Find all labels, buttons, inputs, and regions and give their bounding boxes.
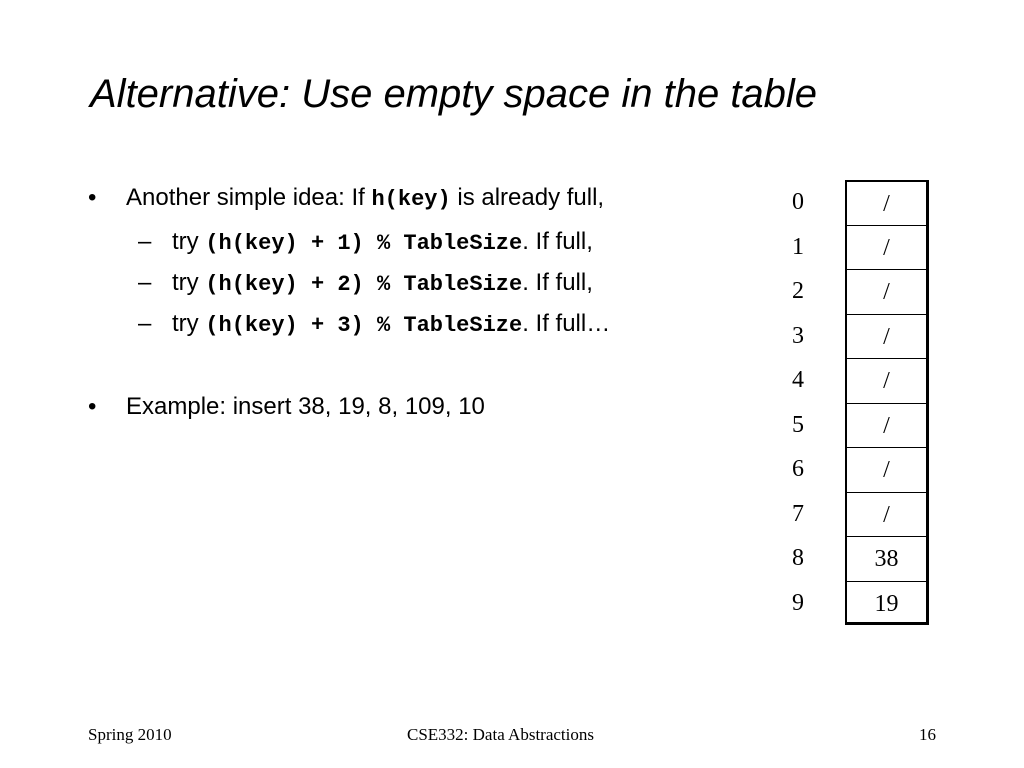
bullet-text: Another simple idea: If xyxy=(126,184,372,211)
bullet-marker: • xyxy=(88,393,97,420)
code-snippet: h(key) xyxy=(371,187,451,212)
dash-marker: – xyxy=(138,310,152,337)
table-index: 4 xyxy=(792,367,804,393)
table-cell: 19 xyxy=(845,581,929,626)
table-cell: / xyxy=(845,492,929,537)
table-cell: / xyxy=(845,225,929,270)
code-snippet: (h(key) + 3) % TableSize xyxy=(205,313,523,338)
table-cell: / xyxy=(845,447,929,492)
sub-bullet-text: . If full, xyxy=(522,228,593,255)
footer-date: Spring 2010 xyxy=(88,725,172,744)
table-cell: 38 xyxy=(845,536,929,581)
table-index: 0 xyxy=(792,189,804,215)
table-cell: / xyxy=(845,269,929,314)
table-cell: / xyxy=(845,403,929,448)
page-number: 16 xyxy=(919,725,936,744)
table-index: 5 xyxy=(792,411,804,438)
table-index: 1 xyxy=(792,233,804,260)
sub-bullet-text: try xyxy=(172,310,206,337)
sub-bullet-text: . If full… xyxy=(522,310,611,337)
sub-bullet-item xyxy=(138,269,593,297)
sub-bullet-text: . If full, xyxy=(522,269,593,296)
table-index: 8 xyxy=(792,545,804,571)
code-snippet: (h(key) + 2) % TableSize xyxy=(205,272,523,297)
footer-course: CSE332: Data Abstractions xyxy=(407,725,594,744)
table-cell: / xyxy=(845,180,929,225)
dash-marker: – xyxy=(138,228,152,255)
dash-marker: – xyxy=(138,269,152,296)
bullet-item xyxy=(88,393,485,421)
table-index: 3 xyxy=(792,322,804,349)
table-index: 2 xyxy=(792,278,804,304)
table-cell: / xyxy=(845,358,929,403)
code-snippet: (h(key) + 1) % TableSize xyxy=(205,231,523,256)
sub-bullet-text: try xyxy=(172,269,206,296)
table-index: 6 xyxy=(792,456,804,482)
table-index: 9 xyxy=(792,589,804,616)
bullet-marker: • xyxy=(88,184,97,211)
sub-bullet-item xyxy=(138,310,610,338)
sub-bullet-item xyxy=(138,228,593,256)
table-cell: / xyxy=(845,314,929,359)
bullet-item xyxy=(88,184,604,212)
bullet-text: is already full, xyxy=(450,184,605,211)
sub-bullet-text: try xyxy=(172,228,206,255)
slide-title: Alternative: Use empty space in the table xyxy=(90,72,818,116)
bullet-text: Example: insert 38, 19, 8, 109, 10 xyxy=(126,393,485,420)
table-index: 7 xyxy=(792,500,804,527)
